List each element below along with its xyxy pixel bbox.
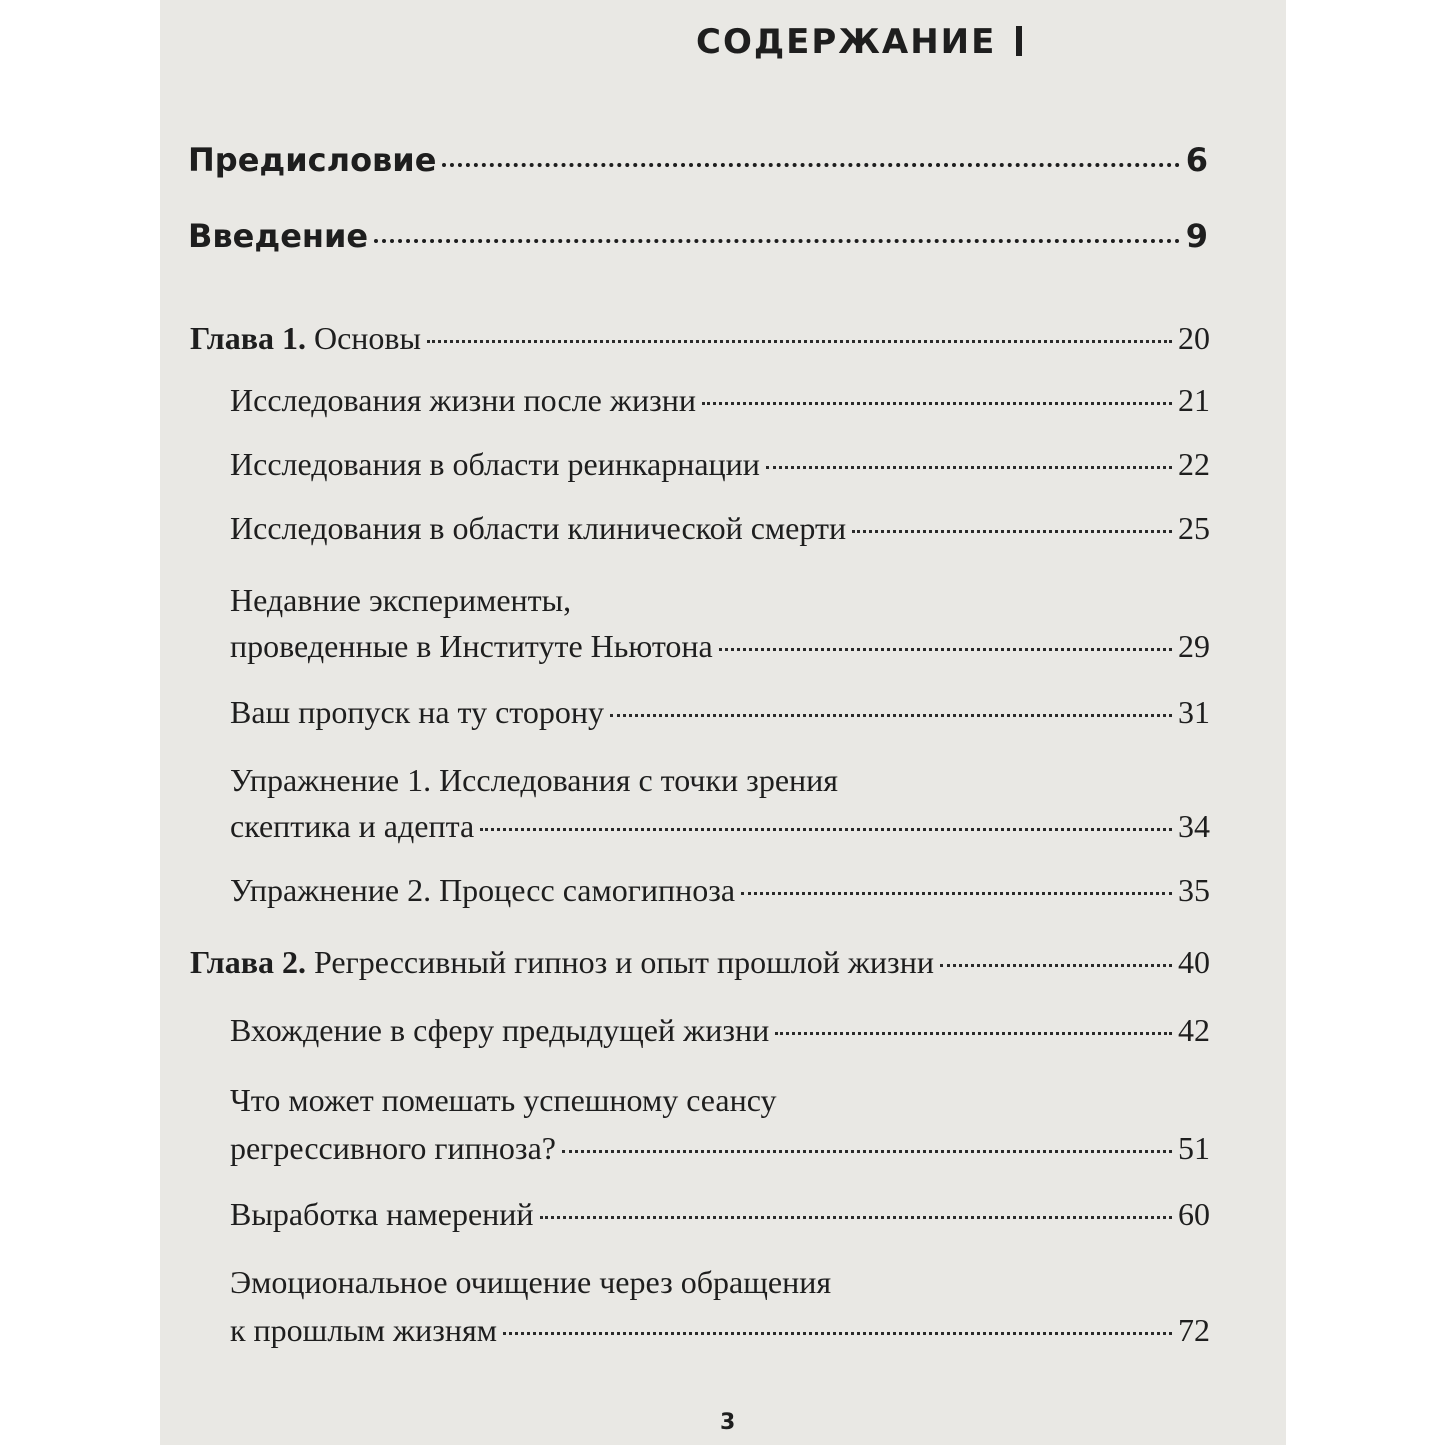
dot-leader	[610, 714, 1172, 717]
entry-title: Выработка намерений	[230, 1196, 534, 1232]
dot-leader	[374, 239, 1180, 243]
dot-leader	[480, 828, 1172, 831]
entry-page: 22	[1178, 446, 1210, 482]
chapter-title: Регрессивный гипноз и опыт прошлой жизни	[313, 944, 934, 980]
page-number: 3	[720, 1410, 736, 1435]
chapter-title: Основы	[313, 320, 422, 356]
entry-title: скептика и адепта	[230, 808, 475, 844]
chapter-label: Глава 1.	[190, 320, 306, 356]
dot-leader	[719, 648, 1172, 651]
entry-page: 51	[1178, 1130, 1210, 1166]
entry-page: 31	[1178, 694, 1210, 730]
entry-page: 60	[1178, 1196, 1210, 1232]
toc-entry-section[interactable]	[230, 1010, 1210, 1050]
toc-entry-section[interactable]	[230, 1310, 1210, 1350]
entry-title-line-1: Что может помешать успешному сеансу	[230, 1082, 777, 1118]
toc-entry-section[interactable]	[230, 806, 1210, 846]
entry-title: Ваш пропуск на ту сторону	[230, 694, 604, 730]
entry-title: регрессивного гипноза?	[230, 1130, 556, 1166]
toc-entry-section[interactable]	[230, 1194, 1210, 1234]
entry-page: 29	[1178, 628, 1210, 664]
dot-leader	[852, 530, 1172, 533]
entry-title-line-1: Эмоциональное очищение через обращения	[230, 1264, 832, 1300]
entry-title: Упражнение 2. Процесс самогипноза	[230, 872, 736, 908]
entry-title: к прошлым жизням	[230, 1312, 497, 1348]
entry-page: 40	[1178, 944, 1210, 980]
toc-entry-section[interactable]	[230, 692, 1210, 732]
heading-text: СОДЕРЖАНИЕ	[696, 22, 997, 62]
entry-page: 72	[1178, 1312, 1210, 1348]
entry-title: Вхождение в сферу предыдущей жизни	[230, 1012, 770, 1048]
entry-page: 6	[1185, 141, 1208, 179]
dot-leader	[562, 1150, 1172, 1153]
book-page	[160, 0, 1286, 1445]
entry-title-line-1: Недавние эксперименты,	[230, 582, 572, 618]
toc-entry-chapter-2[interactable]	[190, 942, 1210, 982]
toc-entry-section[interactable]	[230, 870, 1210, 910]
dot-leader	[540, 1216, 1172, 1219]
entry-title: Введение	[188, 217, 369, 255]
entry-title: Предисловие	[188, 141, 437, 179]
toc-entry-section[interactable]	[230, 508, 1210, 548]
entry-title: Исследования в области клинической смерти	[230, 510, 847, 546]
entry-page: 34	[1178, 808, 1210, 844]
entry-page: 35	[1178, 872, 1210, 908]
entry-page: 20	[1178, 320, 1210, 356]
dot-leader	[940, 964, 1172, 967]
entry-page: 42	[1178, 1012, 1210, 1048]
entry-page: 21	[1178, 382, 1210, 418]
toc-entry-section[interactable]	[230, 626, 1210, 666]
dot-leader	[741, 892, 1172, 895]
toc-entry-introduction[interactable]	[188, 216, 1208, 256]
toc-entry-section[interactable]	[230, 380, 1210, 420]
entry-title-line-1: Упражнение 1. Исследования с точки зрения	[230, 762, 838, 798]
dot-leader	[766, 466, 1172, 469]
toc-entry-chapter-1[interactable]	[190, 318, 1210, 358]
entry-title: Исследования в области реинкарнации	[230, 446, 760, 482]
dot-leader	[442, 163, 1179, 167]
page-title	[696, 20, 1022, 64]
dot-leader	[702, 402, 1172, 405]
dot-leader	[427, 340, 1172, 343]
toc-entry-section[interactable]	[230, 444, 1210, 484]
chapter-label: Глава 2.	[190, 944, 306, 980]
dot-leader	[503, 1332, 1172, 1335]
entry-title: Исследования жизни после жизни	[230, 382, 696, 418]
dot-leader	[775, 1032, 1172, 1035]
entry-title: проведенные в Институте Ньютона	[230, 628, 713, 664]
entry-page: 9	[1185, 217, 1208, 255]
toc-entry-preface[interactable]	[188, 140, 1208, 180]
title-bar-mark	[1016, 26, 1022, 56]
entry-page: 25	[1178, 510, 1210, 546]
toc-entry-section[interactable]	[230, 1128, 1210, 1168]
